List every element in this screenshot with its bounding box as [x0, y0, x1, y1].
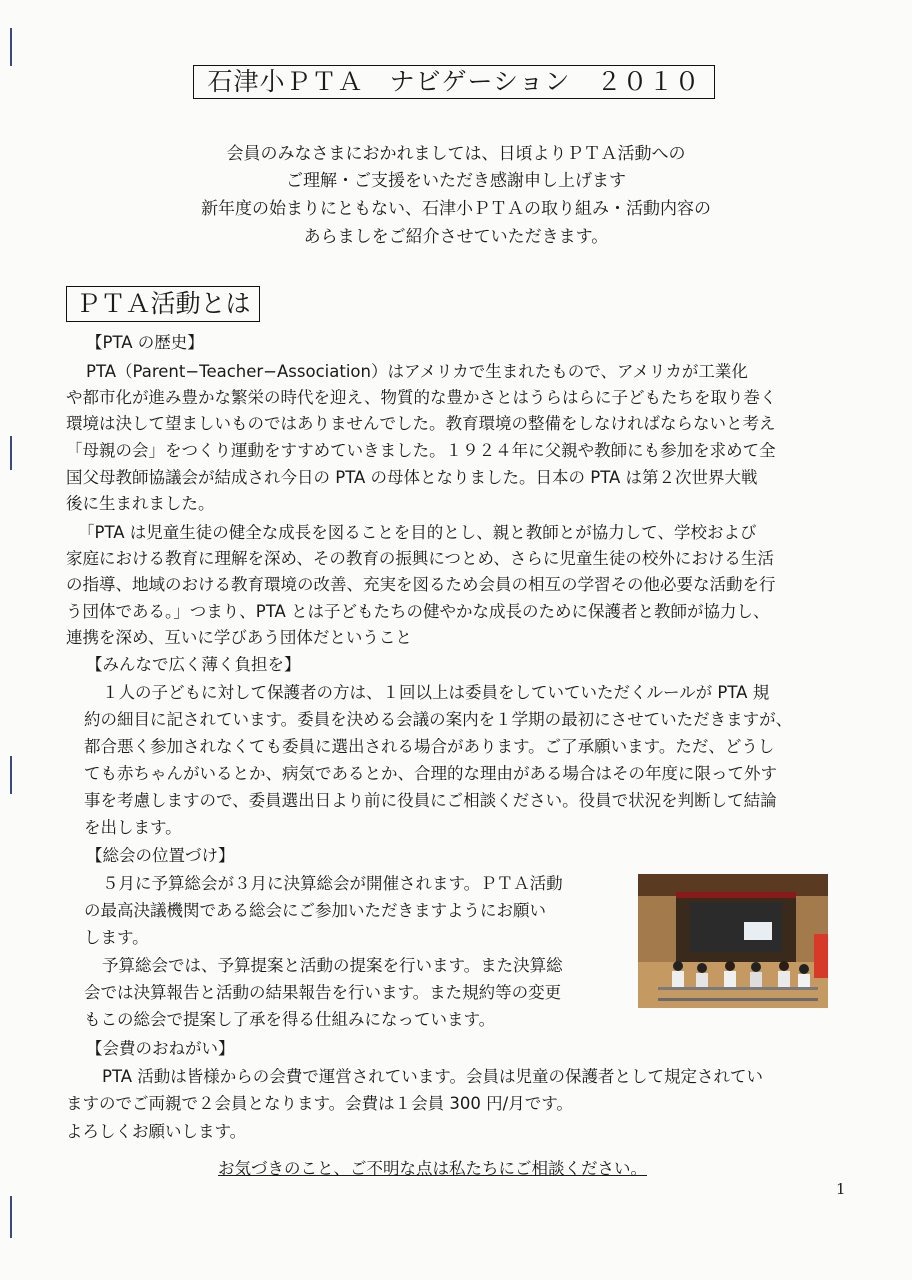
page-number: 1 [836, 1180, 846, 1198]
body-line: 事を考慮しますので、委員選出日より前に役員にご相談ください。役員で状況を判断して結論 [84, 791, 777, 810]
body-line: PTA（Parent−Teacher−Association）はアメリカで生まれたもので、アメリカが工業化 [86, 362, 748, 381]
body-line: 約の細目に記されています。委員を決める会議の案内を１学期の最初にさせていただきますが、 [84, 710, 793, 729]
body-line: の最高決議機関である総会にご参加いただきますようにお願い [84, 901, 546, 920]
body-line: 国父母教師協議会が結成され今日の PTA の母体となりました。日本の PTA は第２次世界大戦 [66, 468, 758, 487]
subheading-fees: 【会費のおねがい】 [86, 1039, 235, 1058]
intro-line: ご理解・ご支援をいただき感謝申し上げます [286, 171, 626, 191]
page-title: 石津小ＰＴＡ ナビゲーション ２０１０ [193, 65, 715, 99]
body-line: 後に生まれました。 [66, 494, 215, 513]
meeting-photo [638, 874, 828, 1008]
intro-line: 会員のみなさまにおかれましては、日頃よりＰＴＡ活動への [226, 144, 686, 164]
body-line: 家庭における教育に理解を深め、その教育の振興につとめ、さらに児童生徒の校外における生活 [66, 549, 774, 568]
body-line: 連携を深め、互いに学びあう団体だということ [66, 628, 412, 647]
subheading-general-meeting: 【総会の位置づけ】 [86, 846, 235, 865]
subheading-history: 【PTA の歴史】 [86, 333, 204, 352]
body-line: よろしくお願いします。 [66, 1122, 247, 1141]
body-line: 予算総会では、予算提案と活動の提案を行います。また決算総 [102, 956, 563, 975]
body-line: します。 [84, 928, 149, 947]
intro-line: 新年度の始まりにともない、石津小ＰＴＡの取り組み・活動内容の [201, 199, 711, 219]
body-line: １人の子どもに対して保護者の方は、１回以上は委員をしていていただくルールが PTA 規 [102, 683, 770, 702]
body-line: の指導、地域のおける教育環境の改善、充実を図るため会員の相互の学習その他必要な活動を行 [66, 575, 776, 594]
body-line: を出します。 [84, 818, 182, 837]
section-title: ＰＴＡ活動とは [66, 286, 260, 322]
body-line: 「PTA は児童生徒の健全な成長を図ることを目的とし、親と教師とが協力して、学校および [78, 523, 757, 542]
body-line: や都市化が進み豊かな繁栄の時代を迎え、物質的な豊かさとはうらはらに子どもたちを取り巻く [66, 388, 777, 407]
body-line: 都合悪く参加されなくても委員に選出される場合があります。ご了承願います。ただ、どうし [84, 737, 775, 756]
subheading-burden: 【みんなで広く薄く負担を】 [86, 655, 301, 674]
footer-contact-note: お気づきのこと、ご不明な点は私たちにご相談ください。 [218, 1159, 647, 1178]
intro-line: あらましをご紹介させていただきます。 [303, 227, 609, 247]
body-line: PTA 活動は皆様からの会費で運営されています。会員は児童の保護者として規定されてい [102, 1067, 763, 1086]
binding-mark [10, 436, 12, 470]
binding-mark [10, 28, 12, 66]
body-line: ５月に予算総会が３月に決算総会が開催されます。ＰＴＡ活動 [102, 874, 563, 893]
body-line: ても赤ちゃんがいるとか、病気であるとか、合理的な理由がある場合はその年度に限って外す [84, 764, 777, 783]
binding-mark [10, 756, 12, 794]
body-line: う団体である。」つまり、PTA とは子どもたちの健やかな成長のために保護者と教師が協力し、 [66, 602, 770, 621]
body-line: 環境は決して望ましいものではありませんでした。教育環境の整備をしなければならないと考え [66, 414, 776, 433]
body-line: 「母親の会」をつくり運動をすすめていきました。１９２４年に父親や教師にも参加を求めて全 [66, 441, 776, 460]
body-line: 会では決算報告と活動の結果報告を行います。また規約等の変更 [84, 983, 562, 1002]
binding-mark [10, 1196, 12, 1238]
body-line: もこの総会で提案し了承を得る仕組みになっています。 [84, 1010, 496, 1029]
body-line: ますのでご両親で２会員となります。会費は１会員 300 円/月です。 [66, 1094, 573, 1113]
